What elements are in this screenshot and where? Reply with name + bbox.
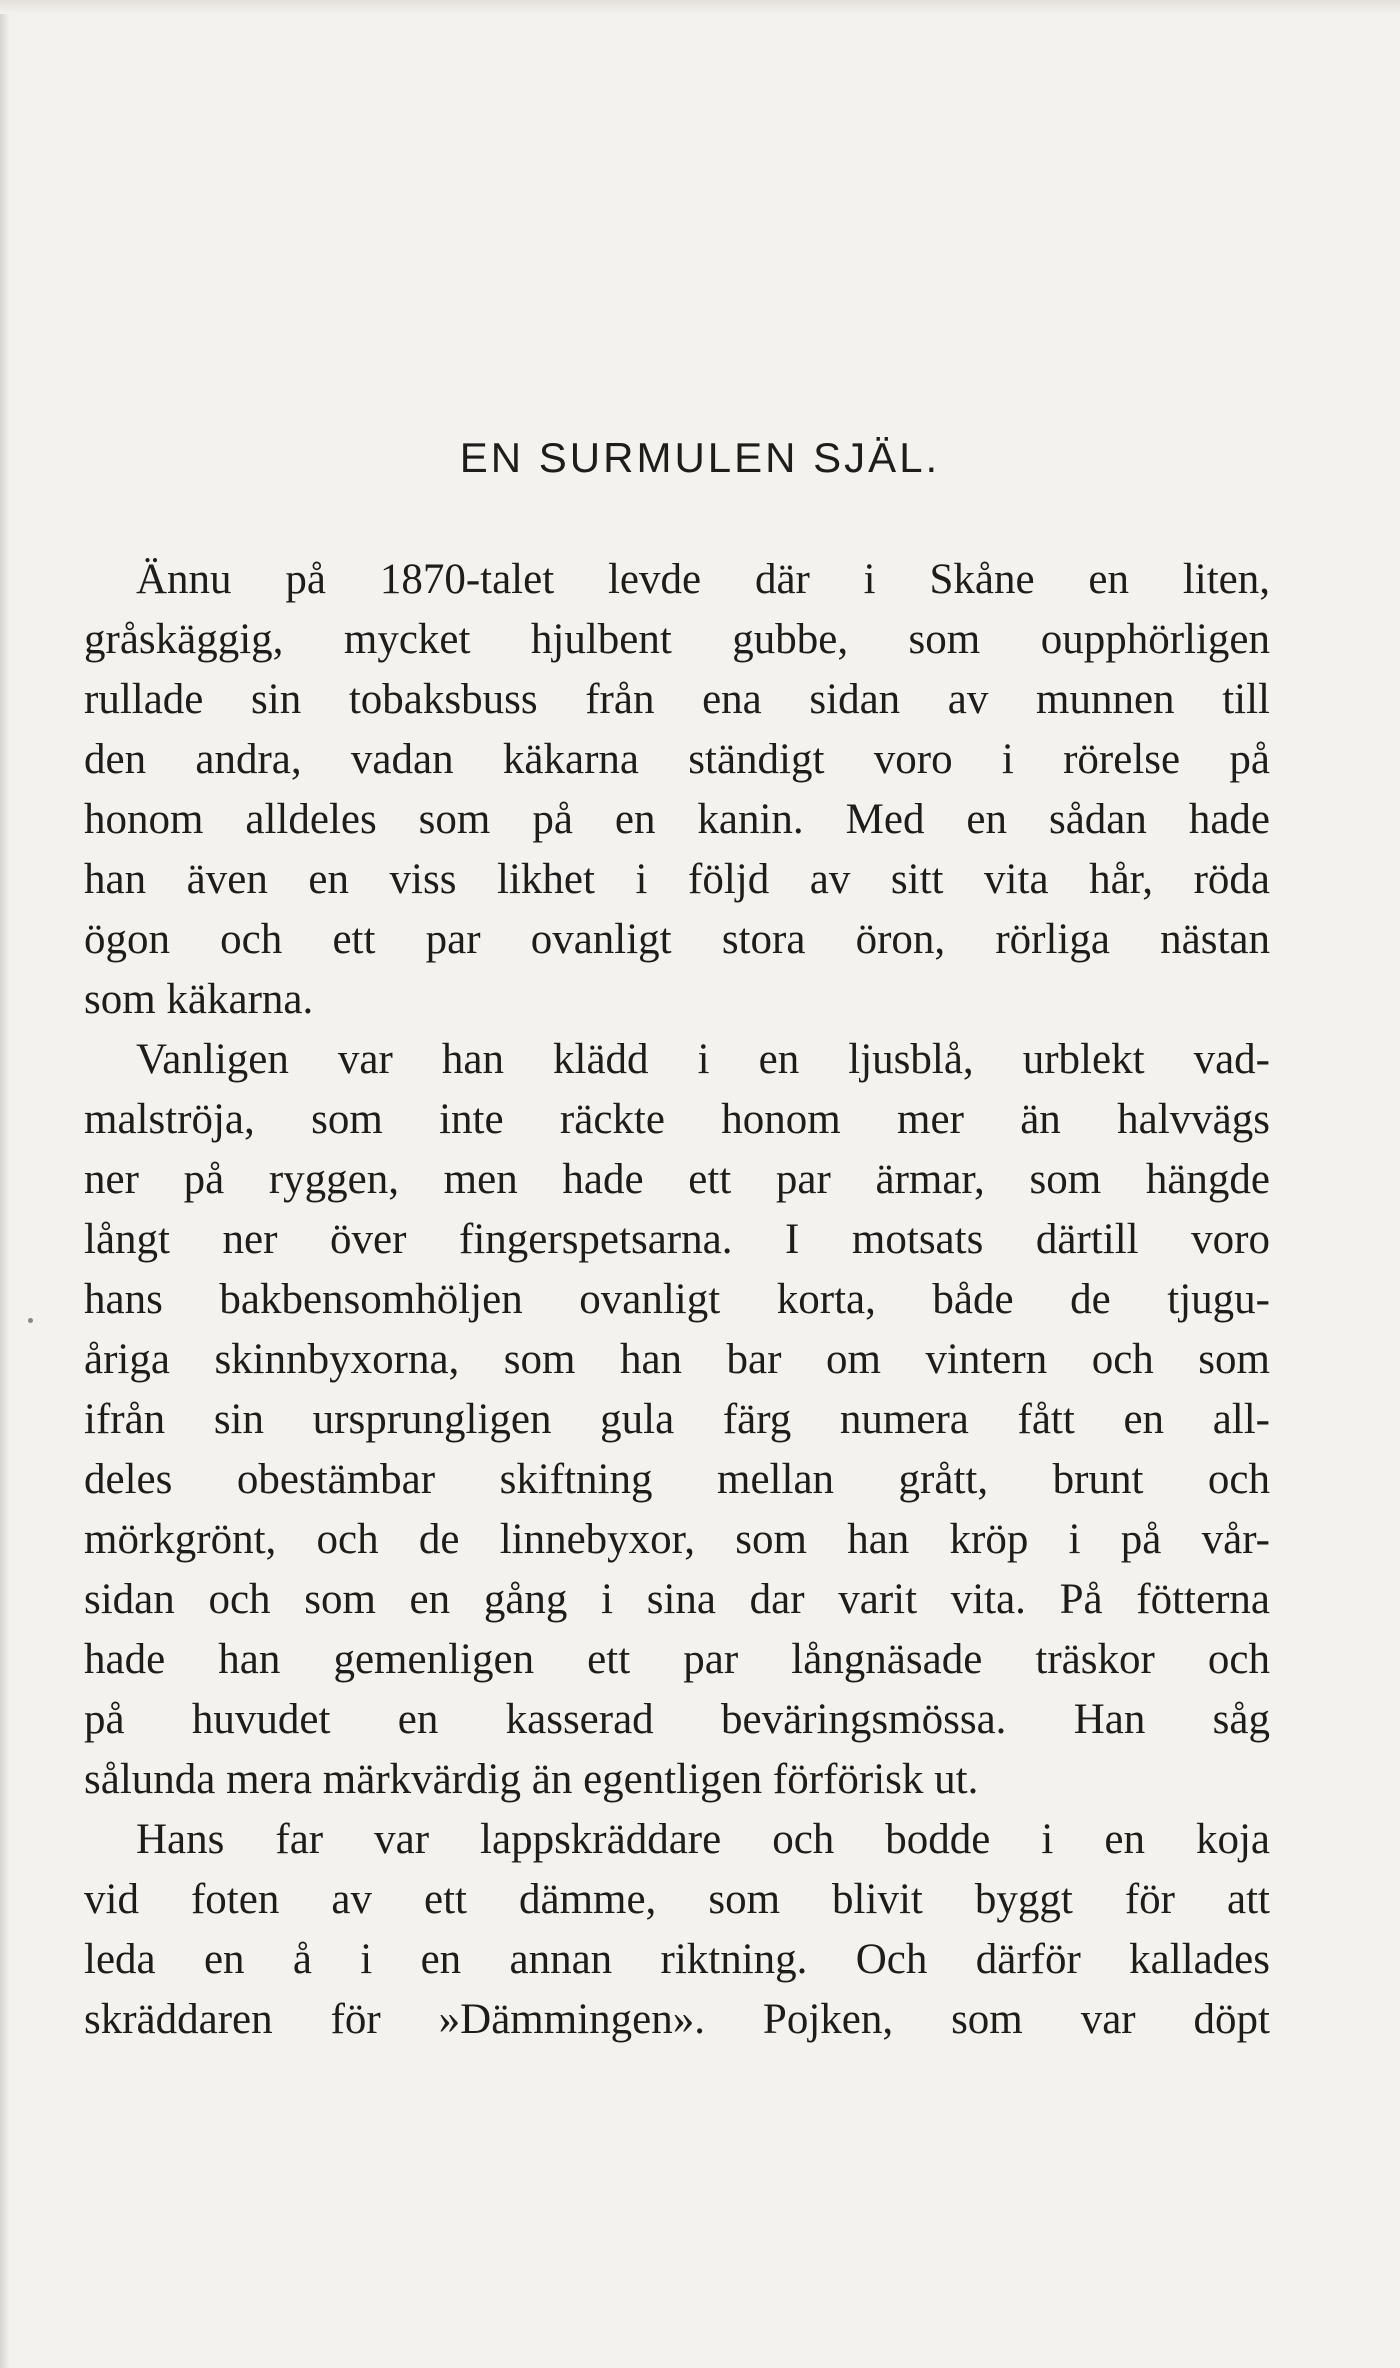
text-line: Vanligen var han klädd i en ljusblå, urblekt vad-: [136, 1036, 1270, 1083]
text-line: ifrån sin ursprungligen gula färg numera fått en all-: [84, 1396, 1270, 1443]
text-line: långt ner över fingerspetsarna. I motsats därtill voro: [84, 1216, 1270, 1263]
text-line: Hans far var lappskräddare och bodde i en koja: [136, 1816, 1270, 1863]
text-line: hans bakbensomhöljen ovanligt korta, både de tjugu-: [84, 1276, 1270, 1323]
text-line: skräddaren för »Dämmingen». Pojken, som var döpt: [84, 1996, 1270, 2043]
text-line: gråskäggig, mycket hjulbent gubbe, som oupphörligen: [84, 616, 1270, 663]
page-top-edge: [0, 0, 1400, 14]
text-line: honom alldeles som på en kanin. Med en sådan hade: [84, 796, 1270, 843]
text-line: hade han gemenligen ett par långnäsade träskor och: [84, 1636, 1270, 1683]
body-text: [84, 550, 1270, 2050]
text-line: vid foten av ett dämme, som blivit byggt för att: [84, 1876, 1270, 1923]
text-line: som käkarna.: [84, 976, 314, 1023]
chapter-title: EN SURMULEN SJÄL.: [459, 434, 941, 481]
text-line: ner på ryggen, men hade ett par ärmar, som hängde: [84, 1156, 1270, 1203]
text-line: den andra, vadan käkarna ständigt voro i rörelse på: [84, 736, 1270, 783]
page-edge: [0, 0, 10, 2368]
text-line: deles obestämbar skiftning mellan grått, brunt och: [84, 1456, 1270, 1503]
text-line: leda en å i en annan riktning. Och därför kallades: [84, 1936, 1270, 1983]
text-line: ögon och ett par ovanligt stora öron, rörliga nästan: [84, 916, 1270, 963]
text-line: på huvudet en kasserad beväringsmössa. Han såg: [84, 1696, 1270, 1743]
text-line: han även en viss likhet i följd av sitt vita hår, röda: [84, 856, 1270, 903]
text-line: mörkgrönt, och de linnebyxor, som han kröp i på vår-: [84, 1516, 1270, 1563]
text-line: sålunda mera märkvärdig än egentligen förförisk ut.: [84, 1756, 979, 1803]
paper-speck: [28, 1318, 33, 1323]
text-line: malströja, som inte räckte honom mer än halvvägs: [84, 1096, 1270, 1143]
text-line: åriga skinnbyxorna, som han bar om vintern och som: [84, 1336, 1270, 1383]
text-line: Ännu på 1870-talet levde där i Skåne en liten,: [136, 556, 1270, 603]
text-line: rullade sin tobaksbuss från ena sidan av munnen till: [84, 676, 1270, 723]
text-line: sidan och som en gång i sina dar varit vita. På fötterna: [84, 1576, 1270, 1623]
